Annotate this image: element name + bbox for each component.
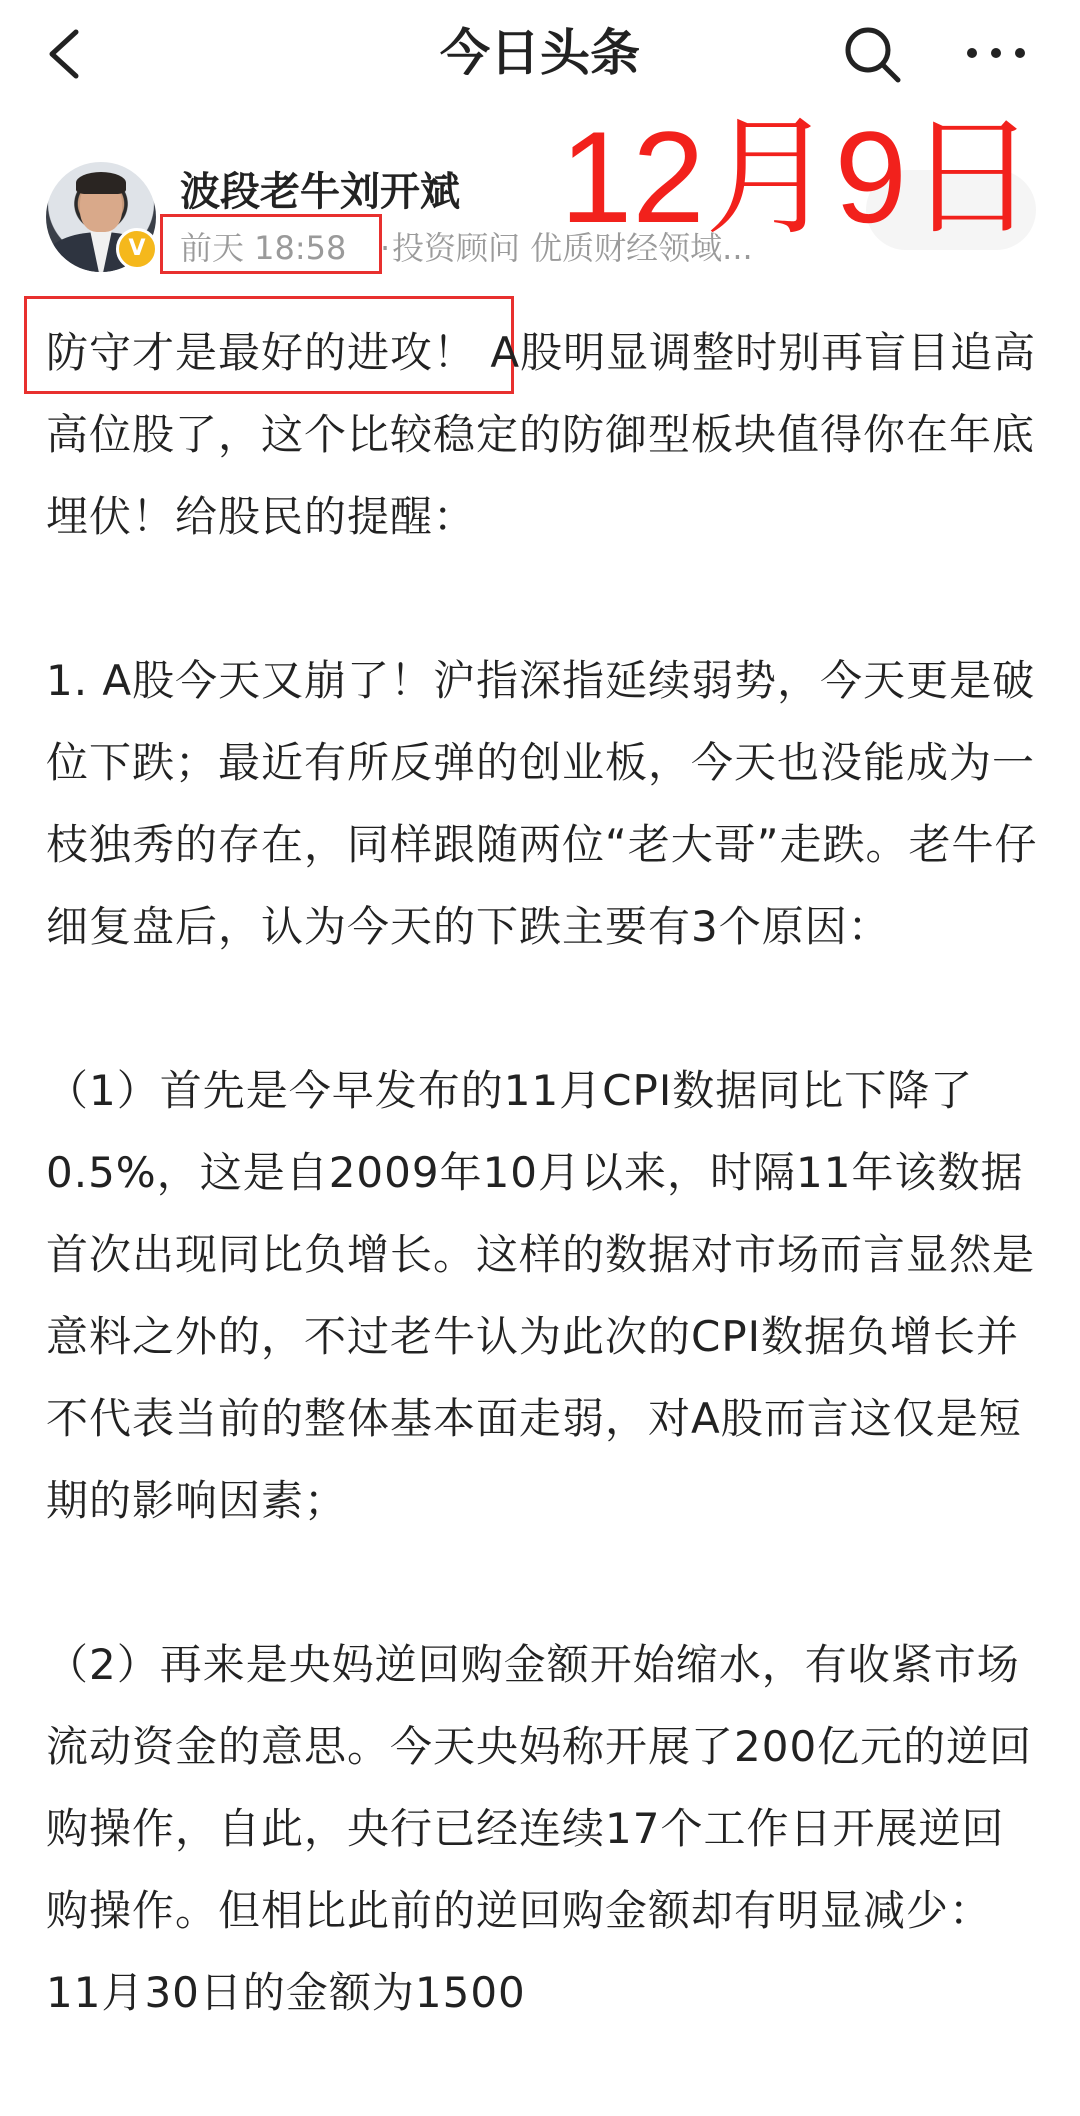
article-body <box>46 312 1046 2116</box>
app-title: 今日头条 <box>440 24 640 82</box>
article-paragraph: （2）再来是央妈逆回购金额开始缩水，有收紧市场流动资金的意思。今天央妈称开展了200亿元的逆回购操作，自此，央行已经连续17个工作日开展逆回购操作。但相比此前的逆回购金额却有明显减少：11月30日的金额为1500 <box>46 1640 1033 2017</box>
article-intro-text: A股明显调整时别再盲目追高高位股了，这个比较稳定的防御型板块值得你在年底埋伏！给股民的提醒： <box>46 328 1037 541</box>
verified-badge-icon: V <box>116 228 158 270</box>
date-annotation: 12月9日 <box>560 104 1037 250</box>
article-intro <box>46 312 1046 558</box>
avatar-hair <box>76 172 126 194</box>
article-paragraph: 1. A股今天又崩了！沪指深指延续弱势，今天更是破位下跌；最近有所反弹的创业板，今天也没能成为一枝独秀的存在，同样跟随两位“老大哥”走跌。老牛仔细复盘后，认为今天的下跌主要有3个原因： <box>46 656 1038 951</box>
more-dots-icon <box>960 28 1032 78</box>
author-tags: 投资顾问 优质财经领域... <box>392 229 753 267</box>
search-icon <box>838 20 908 90</box>
publish-time: 前天 18:58 <box>180 229 347 267</box>
more-options-button[interactable] <box>960 28 1032 78</box>
article-headline: 防守才是最好的进攻！ <box>46 328 477 377</box>
author-name[interactable]: 波段老牛刘开斌 <box>180 169 460 215</box>
meta-separator: · <box>380 229 391 267</box>
top-navigation-bar <box>0 0 1080 110</box>
article-paragraph: （1）首先是今早发布的11月CPI数据同比下降了0.5%，这是自2009年10月以来，时隔11年该数据首次出现同比负增长。这样的数据对市场而言显然是意料之外的，不过老牛认为此次的CPI数据负增长并不代表当前的整体基本面走弱，对A股而言这仅是短期的影响因素； <box>46 1066 1036 1525</box>
search-button[interactable] <box>838 20 908 90</box>
